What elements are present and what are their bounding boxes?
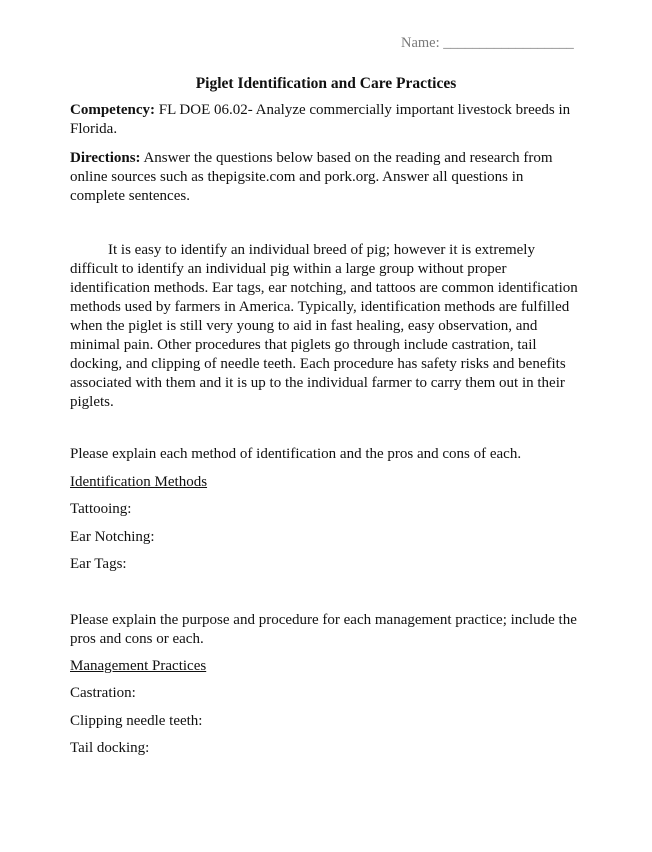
identification-prompt: Please explain each method of identification and the pros and cons of each. xyxy=(70,446,522,462)
directions-paragraph xyxy=(70,149,580,206)
management-prompt: Please explain the purpose and procedure for each management practice; include the pros and cons or each. xyxy=(70,612,577,647)
reading-text: It is easy to identify an individual breed of pig; however it is extremely difficult to identify an individual pig within a large group without proper identification methods. Ear tags, ear notching, and tattoos are common identification methods used by farmers in America. Typically, identification methods are fulfilled when the piglet is still very young to aid in fast healing, easy observation, and minimal pain. Other procedures that piglets go through include castration, tail docking, and clipping of needle teeth. Each procedure has safety risks and benefits associated with them and it is up to the individual farmer to carry them out in their piglets. xyxy=(70,242,578,410)
name-field-label: Name: __________________ xyxy=(401,35,574,51)
management-item-tail-docking: Tail docking: xyxy=(70,740,150,756)
directions-text: Answer the questions below based on the reading and research from online sources such as thepigsite.com and pork.org. Answer all questions in complete sentences. xyxy=(70,150,553,204)
competency-text: FL DOE 06.02- Analyze commercially important livestock breeds in Florida. xyxy=(70,102,571,137)
competency-paragraph xyxy=(70,101,580,139)
management-item-clipping-needle-teeth: Clipping needle teeth: xyxy=(70,713,203,729)
management-item-castration: Castration: xyxy=(70,685,136,701)
page-title: Piglet Identification and Care Practices xyxy=(195,75,457,92)
identification-heading: Identification Methods xyxy=(70,474,208,490)
identification-item-ear-notching: Ear Notching: xyxy=(70,529,155,545)
directions-label: Directions: xyxy=(70,150,141,166)
identification-item-ear-tags: Ear Tags: xyxy=(70,556,127,572)
management-heading: Management Practices xyxy=(70,658,207,674)
reading-passage xyxy=(70,241,582,412)
identification-item-tattooing: Tattooing: xyxy=(70,501,132,517)
competency-label: Competency: xyxy=(70,102,155,118)
